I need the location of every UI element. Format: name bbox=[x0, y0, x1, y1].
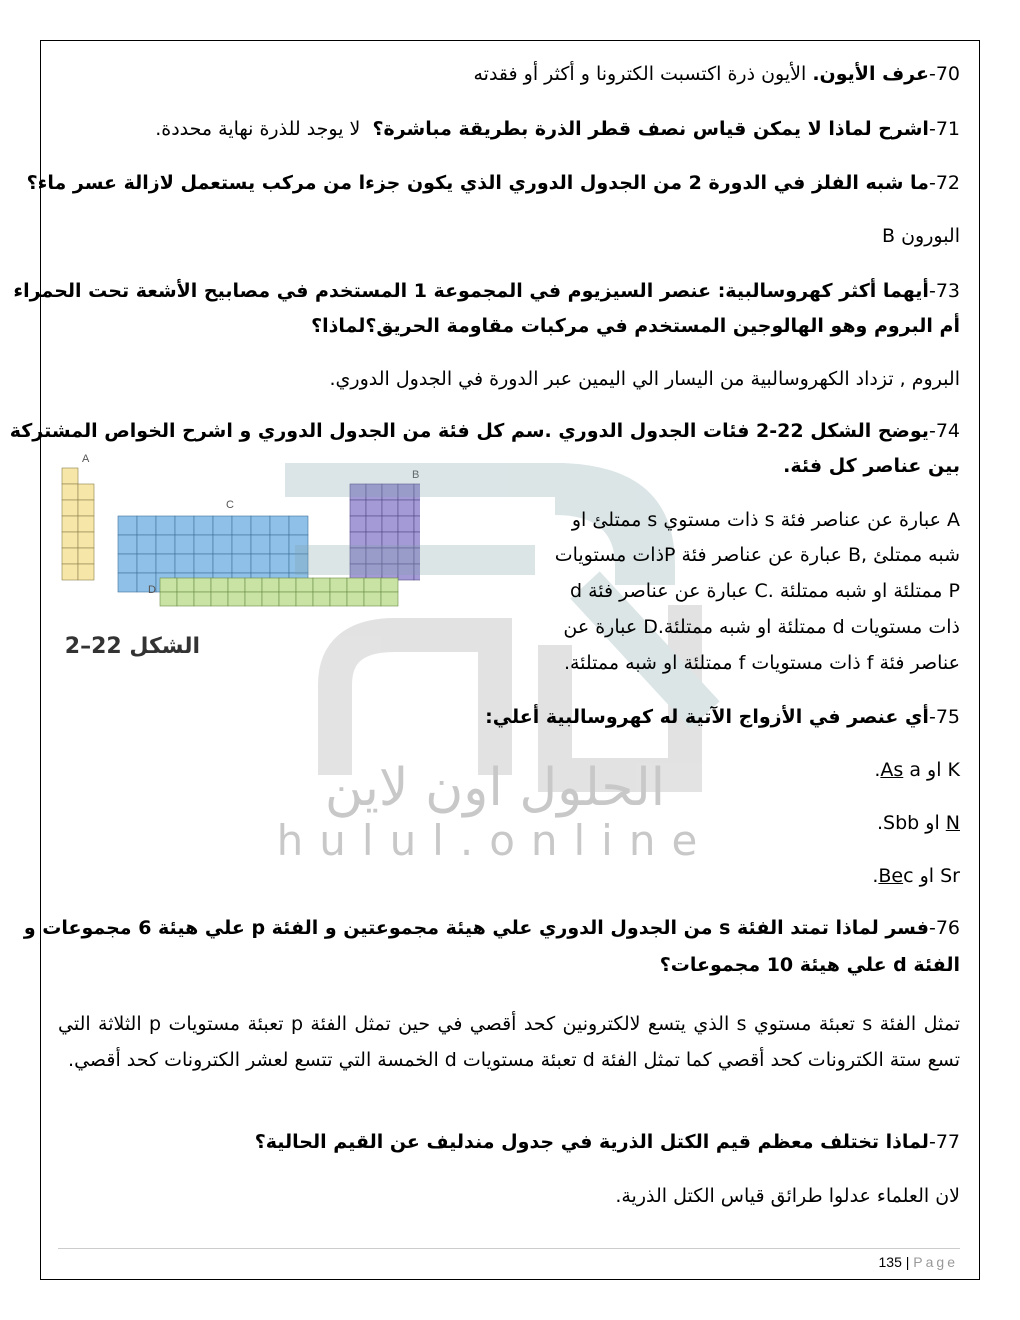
periodic-cell bbox=[62, 500, 78, 516]
periodic-cell bbox=[118, 573, 137, 592]
q72-answer: البورون B bbox=[881, 225, 960, 247]
periodic-cell bbox=[156, 516, 175, 535]
periodic-cell bbox=[347, 578, 364, 592]
q75a-first: As bbox=[880, 759, 904, 781]
periodic-cell bbox=[279, 578, 296, 592]
periodic-cell bbox=[175, 554, 194, 573]
periodic-cell bbox=[381, 578, 398, 592]
q73-line2: أم البروم وهو الهالوجين المستخدم في مركبات مقاومة الحريق؟لماذا؟ bbox=[311, 315, 960, 337]
periodic-cell bbox=[398, 532, 414, 548]
periodic-cell bbox=[382, 484, 398, 500]
periodic-cell bbox=[398, 484, 414, 500]
periodic-cell bbox=[313, 578, 330, 592]
q72-line bbox=[27, 171, 960, 195]
q76-question: فسر لماذا تمتد الفئة s من الجدول الدوري علي هيئة مجموعتين و الفئة p علي هيئة 6 مجموعات و bbox=[23, 917, 929, 939]
periodic-cell bbox=[313, 592, 330, 606]
periodic-cell bbox=[364, 592, 381, 606]
periodic-cell bbox=[382, 532, 398, 548]
q70-number: 70- bbox=[928, 63, 960, 85]
periodic-cell bbox=[350, 500, 366, 516]
periodic-cell bbox=[366, 516, 382, 532]
periodic-cell bbox=[137, 554, 156, 573]
figure-label-a: A bbox=[82, 453, 90, 465]
periodic-cell bbox=[398, 564, 414, 580]
footer-separator: | bbox=[905, 1254, 910, 1270]
q75-question: أي عنصر في الأزواج الآتية له كهروسالبية أعلي: bbox=[485, 706, 929, 728]
periodic-cell bbox=[62, 484, 78, 500]
periodic-cell bbox=[330, 592, 347, 606]
q75-option-a bbox=[874, 758, 960, 782]
periodic-cell bbox=[414, 564, 420, 580]
periodic-cell bbox=[62, 548, 78, 564]
periodic-cell bbox=[366, 564, 382, 580]
periodic-cell bbox=[232, 554, 251, 573]
periodic-cell bbox=[251, 516, 270, 535]
q75b-letter: b. bbox=[876, 812, 920, 834]
q77-answer: لان العلماء عدلوا طرائق قياس الكتل الذرية. bbox=[615, 1185, 960, 1207]
periodic-cell bbox=[289, 516, 308, 535]
periodic-cell bbox=[211, 592, 228, 606]
q75b-second: N bbox=[945, 812, 960, 834]
periodic-cell bbox=[262, 578, 279, 592]
periodic-cell bbox=[62, 532, 78, 548]
periodic-cell bbox=[414, 516, 420, 532]
periodic-cell bbox=[213, 535, 232, 554]
periodic-cell bbox=[382, 548, 398, 564]
periodic-cell bbox=[160, 578, 177, 592]
q75-option-b bbox=[877, 811, 960, 835]
q75b-or: او bbox=[925, 812, 940, 834]
periodic-cell bbox=[366, 532, 382, 548]
periodic-cell bbox=[347, 592, 364, 606]
q76-line1 bbox=[24, 916, 960, 940]
q74-question: يوضح الشكل 22-2 فئات الجدول الدوري .سم كل فئة من الجدول الدوري و اشرح الخواص المشتركة bbox=[9, 420, 929, 442]
periodic-cell bbox=[414, 500, 420, 516]
q75a-letter: a. bbox=[874, 759, 921, 781]
q75a-or: او bbox=[927, 759, 942, 781]
q70-answer: الأيون ذرة اكتسبت الكترونا و أكثر أو فقدته bbox=[473, 63, 807, 85]
q73-question: أيهما أكثر كهروسالبية: عنصر السيزيوم في المجموعة 1 المستخدم في مصابيح الأشعة تحت الحمراء bbox=[13, 280, 929, 302]
periodic-cell bbox=[350, 484, 366, 500]
q71-question: اشرح لماذا لا يمكن قياس نصف قطر الذرة بطريقة مباشرة؟ bbox=[372, 118, 929, 140]
periodic-cell bbox=[398, 500, 414, 516]
periodic-cell bbox=[245, 592, 262, 606]
periodic-cell bbox=[398, 548, 414, 564]
periodic-cell bbox=[350, 548, 366, 564]
periodic-table-figure bbox=[60, 448, 420, 663]
figure-caption: الشكل 22–2 bbox=[64, 634, 200, 659]
periodic-cell bbox=[414, 548, 420, 564]
periodic-cell bbox=[279, 592, 296, 606]
periodic-cell bbox=[211, 578, 228, 592]
footer-divider bbox=[58, 1248, 960, 1249]
periodic-cell bbox=[296, 578, 313, 592]
figure-label-c: C bbox=[226, 499, 234, 511]
q75b-first: Sb bbox=[883, 812, 908, 834]
q70-question: عرف الأيون. bbox=[812, 63, 929, 85]
periodic-cell bbox=[364, 578, 381, 592]
periodic-cell bbox=[118, 516, 137, 535]
q75c-first: Be bbox=[878, 865, 904, 887]
periodic-cell bbox=[350, 564, 366, 580]
periodic-cell bbox=[160, 592, 177, 606]
periodic-cell bbox=[366, 548, 382, 564]
periodic-cell bbox=[350, 516, 366, 532]
footer-page-label: Page bbox=[913, 1254, 958, 1270]
periodic-cell bbox=[228, 592, 245, 606]
periodic-cell bbox=[194, 535, 213, 554]
q74-answer-4: ذات مستويات d ممتلئة او شبه ممتلئة.D عبارة عن bbox=[563, 616, 960, 638]
watermark-latin: hulul.online bbox=[276, 816, 714, 865]
periodic-cell bbox=[232, 516, 251, 535]
periodic-cell bbox=[175, 516, 194, 535]
q74-answer-2: شبه ممتلئ ,B عبارة عن عناصر فئة Pذات مستويات bbox=[554, 544, 960, 566]
periodic-cell bbox=[62, 516, 78, 532]
periodic-cell bbox=[245, 578, 262, 592]
periodic-cell bbox=[62, 564, 78, 580]
periodic-cell bbox=[177, 592, 194, 606]
q75c-second: Sr bbox=[940, 865, 960, 887]
periodic-cell bbox=[366, 500, 382, 516]
periodic-cell bbox=[398, 516, 414, 532]
q76-number: 76- bbox=[928, 917, 960, 939]
q75a-second: K bbox=[947, 759, 960, 781]
q75-number: 75- bbox=[928, 706, 960, 728]
periodic-cell bbox=[177, 578, 194, 592]
periodic-cell bbox=[78, 484, 94, 500]
periodic-cell bbox=[289, 535, 308, 554]
periodic-cell bbox=[156, 554, 175, 573]
periodic-cell bbox=[381, 592, 398, 606]
q77-question: لماذا تختلف معظم قيم الكتل الذرية في جدول مندليف عن القيم الحالية؟ bbox=[254, 1131, 929, 1153]
periodic-cell bbox=[78, 532, 94, 548]
periodic-cell bbox=[78, 516, 94, 532]
page-footer bbox=[879, 1254, 958, 1270]
periodic-cell bbox=[414, 484, 420, 500]
periodic-cell bbox=[228, 578, 245, 592]
q75c-letter: c. bbox=[872, 865, 914, 887]
periodic-cell bbox=[382, 516, 398, 532]
q71-answer: لا يوجد للذرة نهاية محددة. bbox=[155, 118, 361, 140]
periodic-cell bbox=[213, 554, 232, 573]
periodic-cell bbox=[232, 535, 251, 554]
periodic-cell bbox=[251, 535, 270, 554]
q75-line bbox=[485, 705, 960, 729]
periodic-cell bbox=[414, 532, 420, 548]
periodic-cell bbox=[289, 554, 308, 573]
q77-line bbox=[255, 1130, 960, 1154]
q76-answer: تمثل الفئة s تعبئة مستوي s الذي يتسع لالكترونين كحد أقصي في حين تمثل الفئة p تعبئة مستويات p الثلاثة التي تسع ستة الكترونات كحد أقصي كما تمثل الفئة d تعبئة مستويات d الخمسة التي تتسع لعشر الكترونات كحد أقصي. bbox=[58, 1013, 960, 1071]
periodic-cell bbox=[251, 554, 270, 573]
watermark-arabic: الحلول اون لاين bbox=[324, 758, 666, 818]
q74-line2: بين عناصر كل فئة. bbox=[783, 455, 960, 477]
q76-line2: الفئة d علي هيئة 10 مجموعات؟ bbox=[659, 954, 960, 976]
q74-number: 74- bbox=[928, 420, 960, 442]
periodic-cell bbox=[118, 535, 137, 554]
figure-label-b: B bbox=[412, 469, 420, 481]
periodic-cell bbox=[350, 532, 366, 548]
periodic-cell bbox=[382, 500, 398, 516]
periodic-cell bbox=[78, 548, 94, 564]
figure-label-d: D bbox=[148, 584, 156, 596]
q73-line1 bbox=[13, 279, 960, 303]
q75-option-c bbox=[872, 864, 960, 888]
periodic-cell bbox=[296, 592, 313, 606]
periodic-cell bbox=[118, 554, 137, 573]
periodic-cell bbox=[270, 535, 289, 554]
q74-line1 bbox=[10, 419, 960, 443]
periodic-cell bbox=[78, 500, 94, 516]
periodic-cell bbox=[194, 578, 211, 592]
periodic-cell bbox=[175, 535, 194, 554]
q73-number: 73- bbox=[928, 280, 960, 302]
periodic-cell bbox=[366, 484, 382, 500]
periodic-cell bbox=[156, 535, 175, 554]
periodic-cell bbox=[330, 578, 347, 592]
q74-answer-1: A عبارة عن عناصر فئة s ذات مستوي s ممتلئ او bbox=[571, 509, 960, 531]
periodic-cell bbox=[194, 592, 211, 606]
periodic-cell bbox=[137, 516, 156, 535]
q71-number: 71- bbox=[928, 118, 960, 140]
periodic-cell bbox=[213, 516, 232, 535]
periodic-cell bbox=[382, 564, 398, 580]
periodic-cell bbox=[62, 468, 78, 484]
page-number: 135 bbox=[878, 1254, 902, 1270]
q77-number: 77- bbox=[928, 1131, 960, 1153]
q74-answer-3: P ممتلئة او شبه ممتلئة .C عبارة عن عناصر فئة d bbox=[569, 580, 960, 602]
q72-question: ما شبه الفلز في الدورة 2 من الجدول الدوري الذي يكون جزءا من مركب يستعمل لازالة عسر ماء؟ bbox=[26, 172, 929, 194]
periodic-cell bbox=[194, 554, 213, 573]
q75c-or: او bbox=[919, 865, 935, 887]
periodic-cell bbox=[270, 516, 289, 535]
q74-answer-5: عناصر فئة f ذات مستويات f ممتلئة او شبه ممتلئة. bbox=[563, 652, 960, 674]
periodic-cell bbox=[262, 592, 279, 606]
periodic-cell bbox=[137, 535, 156, 554]
periodic-cell bbox=[194, 516, 213, 535]
periodic-cell bbox=[78, 564, 94, 580]
q73-answer: البروم , تزداد الكهروسالبية من اليسار الي اليمين عبر الدورة في الجدول الدوري. bbox=[329, 368, 960, 390]
periodic-cell bbox=[270, 554, 289, 573]
q70-line bbox=[473, 62, 960, 86]
q72-number: 72- bbox=[928, 172, 960, 194]
q71-line bbox=[155, 117, 960, 141]
